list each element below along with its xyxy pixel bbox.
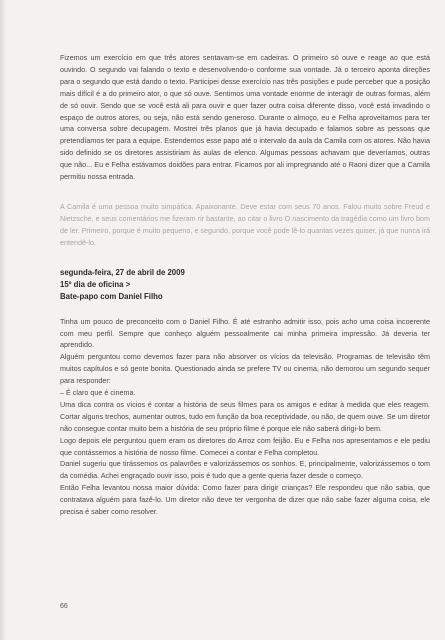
paragraph-children: Então Felha levantou nossa maior dúvida: Como fazer para dirigir crianças? Ele respondeu que não sabia, que contratava alguém para fazê-lo. Um diretor não deve ter vergonha de dizer que não sabe fazer alguma coisa, ele precisa é saber como resolver. (60, 483, 430, 517)
topic-heading: Bate-papo com Daniel Filho (60, 291, 163, 301)
paragraph-question-tv: Alguém perguntou como devemos fazer para não absorver os vícios da televisão. Programas de televisão têm muitos capítulos e só gente bonita. Questionado ainda se prefere TV ou cinema, não demorou um segundo sequer para responder: (60, 352, 430, 386)
paragraph-suggestion: Daniel sugeriu que tirássemos os palavrões e valorizássemos os sonhos. E, principalmente, valorizássemos o tom da comédia. Achei engraçado ouvir isso, pois é tudo que a gente queria fazer desde o começo. (60, 459, 430, 481)
paragraph-tip: Uma dica contra os vícios é contar a história de seus filmes para os amigos e editar à medida que eles reagem. Cortar alguns trechos, aumentar outros, tudo em função da boa receptividade, ou não, de quem ouve. Se um diretor não consegue contar muito bem a história de seu próprio filme é porque ele não saberá dirigi-lo bem. (60, 399, 430, 433)
paragraph-exercise: Fizemos um exercício em que três atores sentavam-se em cadeiras. O primeiro só ouve e reage ao que está ouvindo. O segundo vai falando o texto e desenvolvendo-o conforme sua vontade. Já o terceiro aponta direções para o segundo que está dando o texto. Participei desse exercício nas três posições e pude perceber que a posição mais difícil é a do primeiro ator, o que só ouve. Sentimos uma vontade enorme de interagir de outras formas, além de só ouvir. Sendo que se você está ali para ouvir e quer fazer outra coisa diferente disso, você está invadindo o espaço de outros atores, ou seja, não está sendo generoso. Durante o almoço, eu e Felha aproveitamos para ter uma conversa sobre decupagem. Mostrei três planos que já havia decupado e falamos sobre as pessoas que pretendíamos ter para a equipe. Estendemos esse papo até o intervalo da aula da Camila com os atores. Não havia sido definido se os diretores assistiriam às aulas de elenco. Algumas pessoas achavam que deveríamos, outras que não... Eu e Felha estávamos doidões para entrar. Ficamos por ali impregnando até o Raoni dizer que a Camila permitiu nossa entrada. (60, 53, 430, 182)
entry-date-heading: segunda-feira, 27 de abril de 2009 (60, 267, 185, 277)
paragraph-answer-cinema: – É claro que é cinema. (60, 388, 136, 398)
paragraph-camila-quote: A Camila é uma pessoa muito simpática. Apaixonante. Deve estar com seus 70 anos. Falou muito sobre Freud e Nietzsche, e seus comentários me fizeram rir bastante, ao citar o livro O nascimento da tragédia como um livro bom de ler. Primeiro, porque é muito pequeno, e segundo, porque você pode lê-lo quantas vezes quiser, já que nunca irá entendê-lo. (60, 201, 430, 247)
paragraph-prejudice: Tinha um pouco de preconceito com o Daniel Filho. É até estranho admitir isso, pois acho uma coisa incoerente com meu perfil. Sempre que conheço alguém pessoalmente cai minha primeira impressão. Já deveria ter aprendido. (60, 316, 430, 350)
workshop-day-heading: 15º dia de oficina > (60, 279, 131, 289)
page-number: 66 (60, 603, 68, 610)
page-content (60, 52, 430, 518)
paragraph-directors: Logo depois ele perguntou quem eram os diretores do Arroz com feijão. Eu e Felha nos apresentamos e ele pediu que contássemos a história de nosso filme. Comecei a contar e Felha completou. (60, 435, 430, 457)
